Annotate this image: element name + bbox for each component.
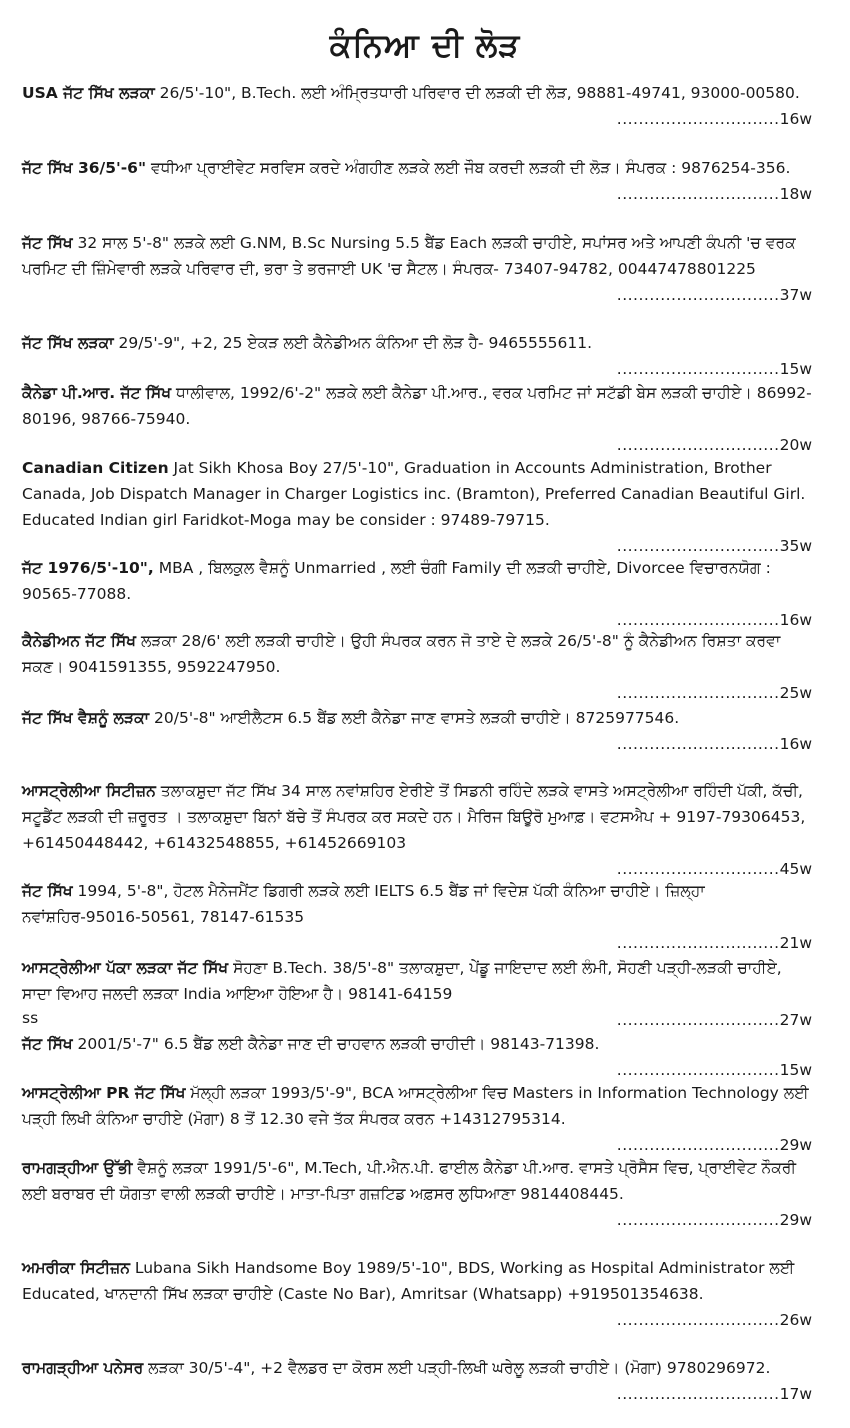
ad-lead: ਰਾਮਗੜ੍ਹੀਆ ਪਨੇਸਰ	[22, 1359, 144, 1377]
classified-ad	[22, 555, 812, 633]
ad-lead: ਕੈਨੇਡਾ ਪੀ.ਆਰ. ਜੱਟ ਸਿੱਖ	[22, 384, 172, 402]
ad-lead: ਕੈਨੇਡੀਅਨ ਜੱਟ ਸਿੱਖ	[22, 632, 137, 650]
ad-lead: ਜੱਟ ਸਿੱਖ	[22, 1035, 73, 1053]
dot-leader: ..............................	[616, 934, 780, 952]
ad-code: 21w	[779, 934, 812, 952]
ad-lead: ਅਮਰੀਕਾ ਸਿਟੀਜ਼ਨ	[22, 1259, 130, 1277]
ad-lead: ਆਸਟ੍ਰੇਲੀਆ PR ਜੱਟ ਸਿੱਖ	[22, 1084, 186, 1102]
ad-code: 17w	[779, 1385, 812, 1403]
ad-code: 29w	[779, 1211, 812, 1229]
ad-lead: ਆਸਟ੍ਰੇਲੀਆ ਪੱਕਾ ਲੜਕਾ ਜੱਟ ਸਿੱਖ	[22, 959, 229, 977]
ad-lead: ਜੱਟ ਸਿੱਖ 36/5'-6"	[22, 159, 147, 177]
ad-code: 16w	[779, 735, 812, 753]
ad-code: 29w	[779, 1136, 812, 1154]
ad-text: 2001/5'-7" 6.5 ਬੈਂਡ ਲਈ ਕੈਨੇਡਾ ਜਾਣ ਦੀ ਚਾਹਵਾਨ ਲੜਕੀ ਚਾਹੀਦੀ। 98143-71398.	[72, 1035, 600, 1053]
dot-leader: ..............................	[616, 286, 780, 304]
ad-text: 29/5'-9", +2, 25 ਏਕੜ ਲਈ ਕੈਨੇਡੀਅਨ ਕੰਨਿਆ ਦੀ ਲੋੜ ਹੈ- 9465555611.	[113, 334, 593, 352]
dot-leader: ..............................	[616, 110, 780, 128]
ad-text: ਮੱਲ੍ਹੀ ਲੜਕਾ 1993/5'-9", BCA ਆਸਟ੍ਰੇਲੀਆ ਵਿਚ Masters in Information Technology ਲਈ ਪੜ੍ਹੀ ਲਿਖੀ ਕੰਨਿਆ ਚਾਹੀਏ (ਮੋਗਾ) 8 ਤੋਂ 12.30 ਵਜੇ ਤੱਕ ਸੰਪਰਕ ਕਰਨ +14312795314.	[22, 1084, 809, 1128]
ad-code: 37w	[779, 286, 812, 304]
ad-text: 26/5'-10", B.Tech. ਲਈ ਅੰਮ੍ਰਿਤਧਾਰੀ ਪਰਿਵਾਰ ਦੀ ਲੜਕੀ ਦੀ ਲੋੜ, 98881-49741, 93000-00580.	[154, 84, 800, 102]
classified-ad	[22, 1031, 812, 1083]
classified-ad	[22, 778, 812, 882]
ad-lead: ਜੱਟ ਸਿੱਖ ਵੈਸ਼ਨੂੰ ਲੜਕਾ	[22, 709, 150, 727]
ad-lead: ਜੱਟ ਸਿੱਖ ਲੜਕਾ	[22, 334, 114, 352]
dot-leader: ..............................	[616, 735, 780, 753]
dot-leader: ..............................	[616, 1211, 780, 1229]
ad-code: 16w	[779, 110, 812, 128]
stray-text: ss	[22, 1009, 39, 1027]
ad-text: ਤਲਾਕਸ਼ੁਦਾ ਜੱਟ ਸਿੱਖ 34 ਸਾਲ ਨਵਾਂਸ਼ਹਿਰ ਏਰੀਏ ਤੋਂ ਸਿਡਨੀ ਰਹਿੰਦੇ ਲੜਕੇ ਵਾਸਤੇ ਅਸਟ੍ਰੇਲੀਆ ਰਹਿੰਦੀ ਪੱਕੀ, ਕੱਚੀ, ਸਟੂਡੈਂਟ ਲੜਕੀ ਦੀ ਜ਼ਰੂਰਤ । ਤਲਾਕਸ਼ੁਦਾ ਬਿਨਾਂ ਬੱਚੇ ਤੋਂ ਸੰਪਰਕ ਕਰ ਸਕਦੇ ਹਨ। ਮੈਰਿਜ ਬਿਊਰੋ ਮੁਆਫ਼। ਵਟਸਐਪ + 9197-79306453, +61450448442, +61432548855, +61452669103	[22, 782, 806, 852]
dot-leader: ..............................	[616, 860, 780, 878]
ad-text: 20/5'-8" ਆਈਲੈਟਸ 6.5 ਬੈਂਡ ਲਈ ਕੈਨੇਡਾ ਜਾਣ ਵਾਸਤੇ ਲੜਕੀ ਚਾਹੀਏ। 8725977546.	[149, 709, 680, 727]
ad-code: 16w	[779, 611, 812, 629]
dot-leader: ..............................	[616, 360, 780, 378]
classified-ad	[22, 380, 812, 458]
ad-text: ਸੋਹਣਾ B.Tech. 38/5'-8" ਤਲਾਕਸ਼ੁਦਾ, ਪੇਂਡੂ ਜਾਇਦਾਦ ਲਈ ਲੰਮੀ, ਸੋਹਣੀ ਪੜ੍ਹੀ-ਲੜਕੀ ਚਾਹੀਏ, ਸਾਦਾ ਵਿਆਹ ਜਲਦੀ ਲੜਕਾ India ਆਇਆ ਹੋਇਆ ਹੈ। 98141-64159	[22, 959, 782, 1003]
classified-ad	[22, 955, 812, 1033]
dot-leader: ..............................	[616, 1136, 780, 1154]
classified-ad	[22, 1255, 812, 1333]
ad-lead: ਜੱਟ ਸਿੱਖ	[22, 234, 73, 252]
ad-lead: USA ਜੱਟ ਸਿੱਖ ਲੜਕਾ	[22, 84, 155, 102]
ad-code: 18w	[779, 185, 812, 203]
ad-code: 35w	[779, 537, 812, 555]
dot-leader: ..............................	[616, 1385, 780, 1403]
ad-code: 26w	[779, 1311, 812, 1329]
classified-ad	[22, 80, 812, 132]
ad-lead: Canadian Citizen	[22, 459, 169, 477]
dot-leader: ..............................	[616, 537, 780, 555]
dot-leader: ..............................	[616, 684, 780, 702]
ad-text: ਧਾਲੀਵਾਲ, 1992/6'-2" ਲੜਕੇ ਲਈ ਕੈਨੇਡਾ ਪੀ.ਆਰ., ਵਰਕ ਪਰਮਿਟ ਜਾਂ ਸਟੱਡੀ ਬੇਸ ਲੜਕੀ ਚਾਹੀਏ। 86992-80196, 98766-75940.	[22, 384, 812, 428]
classified-ad	[22, 330, 812, 382]
classified-ad	[22, 1080, 812, 1158]
dot-leader: ..............................	[616, 1061, 780, 1079]
page-title: ਕੰਨਿਆ ਦੀ ਲੋੜ	[329, 26, 521, 64]
ad-text: 32 ਸਾਲ 5'-8" ਲੜਕੇ ਲਈ G.NM, B.Sc Nursing 5.5 ਬੈਂਡ Each ਲੜਕੀ ਚਾਹੀਏ, ਸਪਾਂਸਰ ਅਤੇ ਆਪਣੀ ਕੰਪਨੀ 'ਚ ਵਰਕ ਪਰਮਿਟ ਦੀ ਜ਼ਿੰਮੇਵਾਰੀ ਲੜਕੇ ਪਰਿਵਾਰ ਦੀ, ਭਰਾ ਤੇ ਭਰਜਾਈ UK 'ਚ ਸੈਟਲ। ਸੰਪਰਕ- 73407-94782, 00447478801225	[22, 234, 796, 278]
ad-text: ਲੜਕਾ 30/5'-4", +2 ਵੈਲਡਰ ਦਾ ਕੋਰਸ ਲਈ ਪੜ੍ਹੀ-ਲਿਖੀ ਘਰੇਲੂ ਲੜਕੀ ਚਾਹੀਏ। (ਮੋਗਾ) 9780296972.	[143, 1359, 771, 1377]
ad-code: 15w	[779, 360, 812, 378]
ad-code: 45w	[779, 860, 812, 878]
ad-text: 1994, 5'-8", ਹੋਟਲ ਮੈਨੇਜਮੈਂਟ ਡਿਗਰੀ ਲੜਕੇ ਲਈ IELTS 6.5 ਬੈਂਡ ਜਾਂ ਵਿਦੇਸ਼ ਪੱਕੀ ਕੰਨਿਆ ਚਾਹੀਏ। ਜ਼ਿਲ੍ਹਾ ਨਵਾਂਸ਼ਹਿਰ-95016-50561, 78147-61535	[22, 882, 705, 926]
ad-lead: ਜੱਟ 1976/5'-10",	[22, 559, 154, 577]
classified-ad	[22, 1355, 812, 1407]
classified-ad	[22, 628, 812, 706]
classified-ad	[22, 455, 812, 559]
ad-code: 25w	[779, 684, 812, 702]
ad-text: MBA , ਬਿਲਕੁਲ ਵੈਸ਼ਨੂੰ Unmarried , ਲਈ ਚੰਗੀ Family ਦੀ ਲੜਕੀ ਚਾਹੀਏ, Divorcee ਵਿਚਾਰਨਯੋਗ : 90565-77088.	[22, 559, 771, 603]
ad-text: ਲੜਕਾ 28/6' ਲਈ ਲੜਕੀ ਚਾਹੀਏ। ਉਹੀ ਸੰਪਰਕ ਕਰਨ ਜੋ ਤਾਏ ਦੇ ਲੜਕੇ 26/5'-8" ਨੂੰ ਕੈਨੇਡੀਅਨ ਰਿਸ਼ਤਾ ਕਰਵਾ ਸਕਣ। 9041591355, 9592247950.	[22, 632, 781, 676]
classified-ad	[22, 705, 812, 757]
ad-lead: ਜੱਟ ਸਿੱਖ	[22, 882, 73, 900]
dot-leader: ..............................	[616, 436, 780, 454]
ad-lead: ਰਾਮਗੜ੍ਹੀਆ ਉੱਭੀ	[22, 1159, 133, 1177]
ad-text: Jat Sikh Khosa Boy 27/5'-10", Graduation in Accounts Administration, Brother Canada, Job Dispatch Manager in Charger Logistics inc. (Bramton), Preferred Canadian Beautiful Girl. Educated Indian girl Faridkot-Moga may be consider : 97489-79715.	[22, 459, 806, 529]
ad-text: ਵੈਸ਼ਨੂੰ ਲੜਕਾ 1991/5'-6", M.Tech, ਪੀ.ਐਨ.ਪੀ. ਫਾਈਲ ਕੈਨੇਡਾ ਪੀ.ਆਰ. ਵਾਸਤੇ ਪ੍ਰੋਸੈਸ ਵਿਚ, ਪ੍ਰਾਈਵੇਟ ਨੌਕਰੀ ਲਈ ਬਰਾਬਰ ਦੀ ਯੋਗਤਾ ਵਾਲੀ ਲੜਕੀ ਚਾਹੀਏ। ਮਾਤਾ-ਪਿਤਾ ਗਜ਼ਟਿਡ ਅਫ਼ਸਰ ਲੁਧਿਆਣਾ 9814408445.	[22, 1159, 797, 1203]
ad-text: Lubana Sikh Handsome Boy 1989/5'-10", BDS, Working as Hospital Administrator ਲਈ Educated, ਖਾਨਦਾਨੀ ਸਿੱਖ ਲੜਕਾ ਚਾਹੀਏ (Caste No Bar), Amritsar (Whatsapp) +919501354638.	[22, 1259, 795, 1303]
dot-leader: ..............................	[616, 1011, 780, 1029]
ad-code: 20w	[779, 436, 812, 454]
ad-code: 15w	[779, 1061, 812, 1079]
ad-lead: ਆਸਟ੍ਰੇਲੀਆ ਸਿਟੀਜ਼ਨ	[22, 782, 156, 800]
dot-leader: ..............................	[616, 1311, 780, 1329]
dot-leader: ..............................	[616, 611, 780, 629]
classified-ad	[22, 230, 812, 308]
ad-text: ਵਧੀਆ ਪ੍ਰਾਈਵੇਟ ਸਰਵਿਸ ਕਰਦੇ ਅੰਗਹੀਣ ਲੜਕੇ ਲਈ ਜੌਬ ਕਰਦੀ ਲੜਕੀ ਦੀ ਲੋੜ। ਸੰਪਰਕ : 9876254-356.	[146, 159, 791, 177]
classified-ad	[22, 155, 812, 207]
dot-leader: ..............................	[616, 185, 780, 203]
ad-code: 27w	[779, 1011, 812, 1029]
classified-ad	[22, 1155, 812, 1233]
classified-ad	[22, 878, 812, 956]
